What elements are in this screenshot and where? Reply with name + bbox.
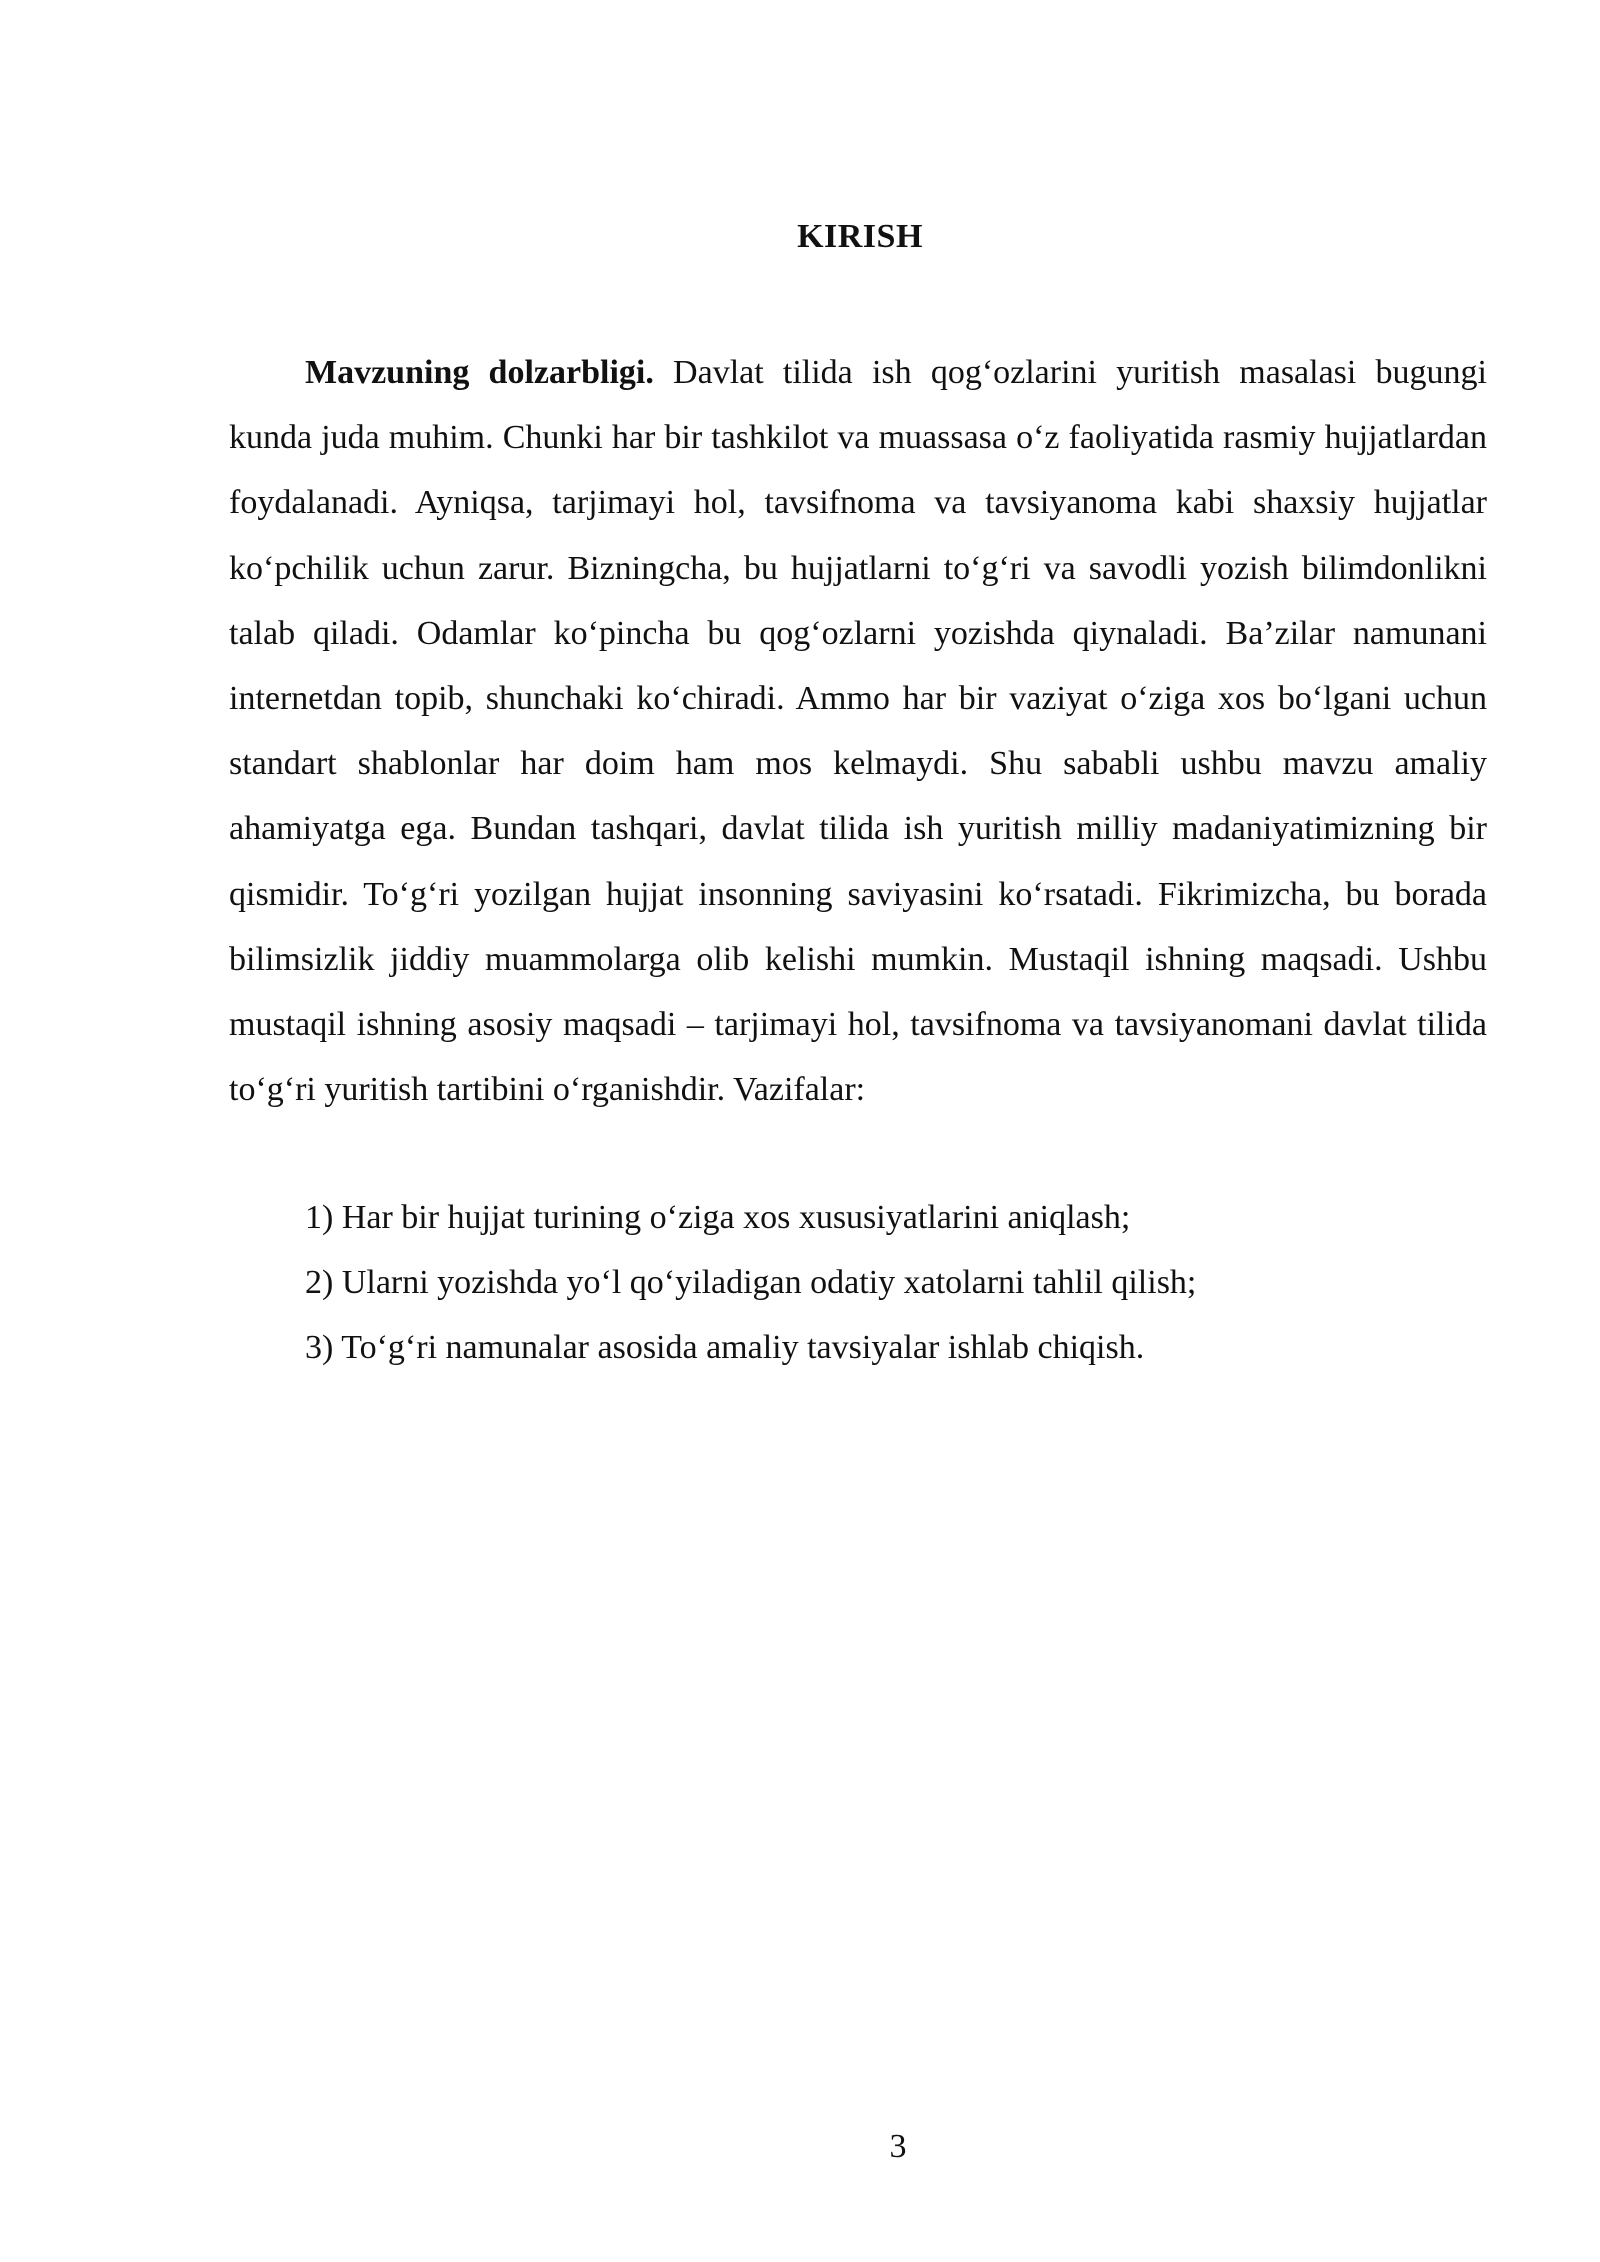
tasks-list — [305, 1185, 1487, 1381]
list-item: 2) Ularni yozishda yo‘l qo‘yiladigan odatiy xatolarni tahlil qilish; — [305, 1264, 1197, 1302]
page-number: 3 — [889, 2128, 907, 2165]
intro-paragraph — [229, 340, 1487, 1122]
paragraph-lead-bold: Mavzuning dolzarbligi. — [305, 354, 654, 391]
list-item: 3) To‘g‘ri namunalar asosida amaliy tavsiyalar ishlab chiqish. — [305, 1329, 1145, 1367]
list-item: 1) Har bir hujjat turining o‘ziga xos xususiyatlarini aniqlash; — [305, 1199, 1131, 1236]
page-title: KIRISH — [797, 218, 923, 255]
paragraph-text: Davlat tilida ish qog‘ozlarini yuritish masalasi bugungi kunda juda muhim. Chunki har bir tashkilot va muassasa o‘z faoliyatida rasmiy hujjatlardan foydalanadi. Ayniqsa, tarjimayi hol, tavsifnoma va tavsiyanoma kabi shaxsiy hujjatlar ko‘pchilik uchun zarur. Bizningcha, bu hujjatlarni to‘g‘ri va savodli yozish bilimdonlikni talab qiladi. Odamlar ko‘pincha bu qog‘ozlarni yozishda qiynaladi. Ba’zilar namunani internetdan topib, shunchaki ko‘chiradi. Ammo har bir vaziyat o‘ziga xos bo‘lgani uchun standart shablonlar har doim ham mos kelmaydi. Shu sababli ushbu mavzu amaliy ahamiyatga ega. Bundan tashqari, davlat tilida ish yuritish milliy madaniyatimizning bir qismidir. To‘g‘ri yozilgan hujjat insonning saviyasini ko‘rsatadi. Fikrimizcha, bu borada bilimsizlik jiddiy muammolarga olib kelishi mumkin. Mustaqil ishning maqsadi. Ushbu mustaqil ishning asosiy maqsadi – tarjimayi hol, tavsifnoma va tavsiyanomani davlat tilida to‘g‘ri yuritish tartibini o‘rganishdir. Vazifalar: — [229, 354, 1487, 1109]
